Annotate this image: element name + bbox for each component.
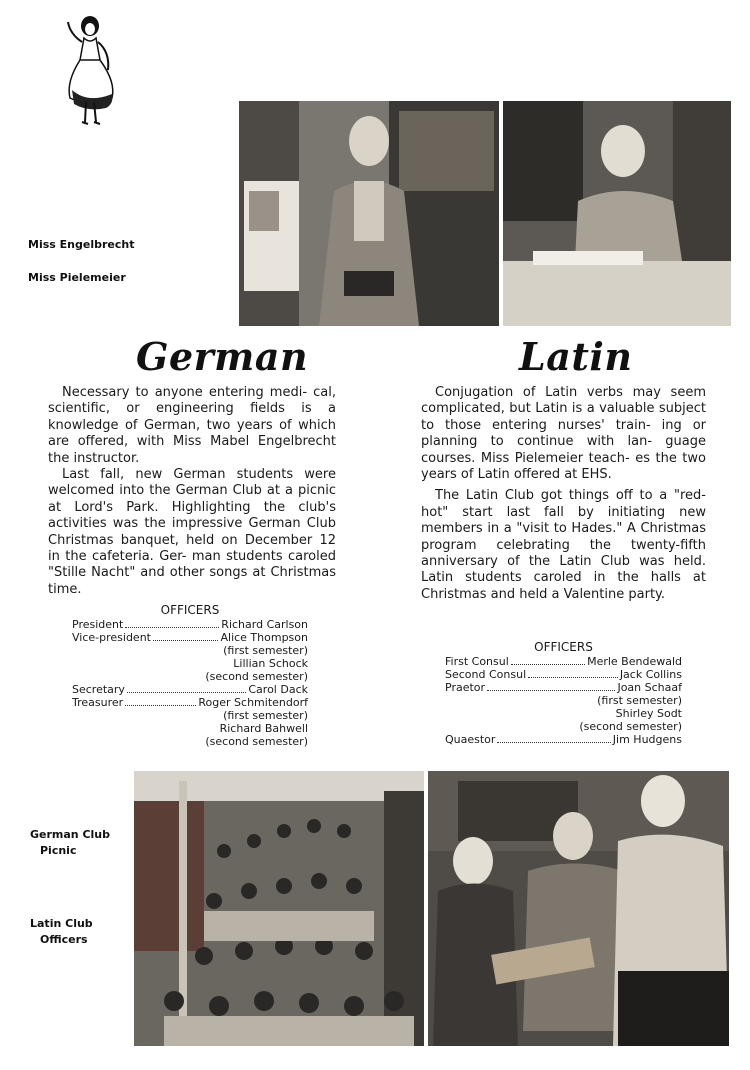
- photo-miss-pielemeier: [503, 101, 731, 326]
- german-paragraph-2: Last fall, new German students were welcomed into the German Club at a picnic at Lord's Park. Highlighting the club's activities was the impressive German Club Christmas banquet, held on December 12 in the cafeteria. Ger- man students caroled "Stille Nacht" and other songs at Christmas time.: [48, 467, 336, 597]
- officer-note: (first semester): [597, 694, 682, 707]
- officer-name: Richard Bahwell: [219, 722, 308, 735]
- officer-row: Vice-president Alice Thompson: [72, 631, 308, 644]
- latin-officers: [445, 641, 682, 746]
- officer-note: (second semester): [579, 720, 682, 733]
- latin-body: [421, 385, 706, 603]
- officer-row: Secretary Carol Dack: [72, 683, 308, 696]
- latin-paragraph-2: The Latin Club got things off to a "red-hot" start last fall by initiating new members in a "visit to Hades." A Christmas program celebrating the twenty-fifth anniversary of the Latin Club was held. Latin students caroled in the halls at Christmas and held a Valentine party.: [421, 488, 706, 602]
- dancing-girl-icon: [58, 12, 120, 132]
- officer-row: First Consul Merle Bendewald: [445, 655, 682, 668]
- officer-name: Shirley Sodt: [615, 707, 682, 720]
- german-paragraph-1: Necessary to anyone entering medi- cal, scientific, or engineering fields is a knowledge of German, two years of which are offered, with Miss Mabel Engelbrecht the instructor.: [48, 385, 336, 466]
- caption-miss-engelbrecht: Miss Engelbrecht: [28, 238, 135, 251]
- german-officers: [72, 604, 308, 748]
- officer-name: Lillian Schock: [233, 657, 308, 670]
- german-officers-title: OFFICERS: [160, 603, 220, 617]
- officer-note: (second semester): [205, 670, 308, 683]
- caption-miss-pielemeier: Miss Pielemeier: [28, 271, 126, 284]
- photo-german-club-picnic: [134, 771, 424, 1046]
- photo-miss-engelbrecht: [239, 101, 499, 326]
- officer-note: (first semester): [223, 644, 308, 657]
- photo-latin-club-officers: [428, 771, 729, 1046]
- latin-heading: Latin: [519, 334, 633, 379]
- officer-note: (second semester): [205, 735, 308, 748]
- caption-german-club-picnic: German Club Picnic: [30, 828, 111, 857]
- officer-row: Second Consul Jack Collins: [445, 668, 682, 681]
- latin-officers-title: OFFICERS: [534, 640, 593, 654]
- officer-row: Quaestor Jim Hudgens: [445, 733, 682, 746]
- german-heading: German: [136, 334, 309, 379]
- officer-note: (first semester): [223, 709, 308, 722]
- officer-row: Treasurer Roger Schmitendorf: [72, 696, 308, 709]
- latin-paragraph-1: Conjugation of Latin verbs may seem complicated, but Latin is a valuable subject to those entering nurses' train- ing or planning to continue with lan- guage courses. Miss Pielemeier teach- es the two years of Latin offered at EHS.: [421, 385, 706, 483]
- german-body: [48, 385, 336, 598]
- officer-row: President Richard Carlson: [72, 618, 308, 631]
- officer-row: Praetor Joan Schaaf: [445, 681, 682, 694]
- caption-latin-club-officers: Latin Club Officers: [30, 917, 93, 946]
